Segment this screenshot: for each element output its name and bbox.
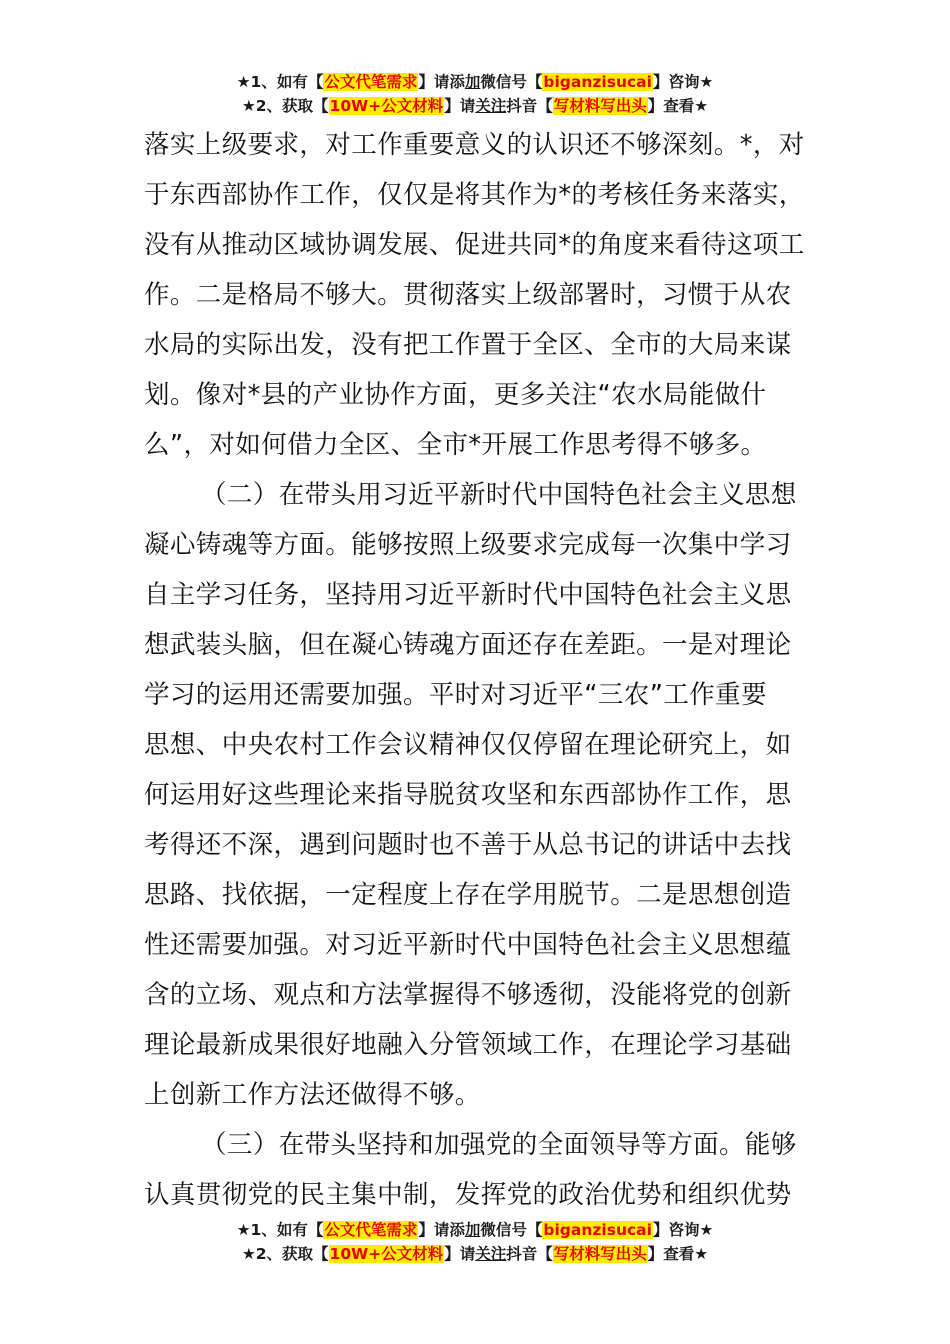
document-body	[144, 120, 808, 1220]
banner-highlight: 10W+公文材料	[329, 97, 444, 115]
text-line: 性还需要加强。对习近平新时代中国特色社会主义思想蕴	[144, 930, 792, 960]
text-line: 划。像对*县的产业协作方面，更多关注“农水局能做什	[144, 380, 767, 410]
paragraph-3	[144, 1120, 808, 1220]
text-line: （三）在带头坚持和加强党的全面领导等方面。能够	[201, 1130, 797, 1160]
text-line: 理论最新成果很好地融入分管领域工作，在理论学习基础	[144, 1030, 792, 1060]
text-line: 思路、找依据，一定程度上存在学用脱节。二是思想创造	[144, 880, 792, 910]
banner-text: 】咨询★	[652, 1221, 714, 1239]
footer-banner-line-1	[0, 1218, 950, 1242]
banner-text: ★1、如有【	[236, 1221, 324, 1239]
text-line: 想武装头脑，但在凝心铸魂方面还存在差距。一是对理论	[144, 630, 792, 660]
banner-emphasis: 加	[464, 73, 481, 91]
banner-text: 】请	[444, 97, 476, 115]
banner-text: 】查看★	[647, 1245, 709, 1263]
paragraph-2	[144, 470, 808, 1120]
text-line: 何运用好这些理论来指导脱贫攻坚和东西部协作工作，思	[144, 780, 792, 810]
banner-highlight: 公文代笔需求	[324, 73, 418, 91]
banner-text: 】咨询★	[652, 73, 714, 91]
banner-highlight: biganzisucai	[543, 1221, 652, 1239]
text-line: 没有从推动区域协调发展、促进共同*的角度来看待这项工	[144, 230, 805, 260]
banner-highlight: 写材料写出头	[553, 1245, 647, 1263]
header-banner-line-1	[0, 70, 950, 94]
banner-text: 抖音【	[506, 1245, 553, 1263]
text-line: 学习的运用还需要加强。平时对习近平“三农”工作重要	[144, 680, 767, 710]
banner-text: ★1、如有【	[236, 73, 324, 91]
text-line: 落实上级要求，对工作重要意义的认识还不够深刻。*，对	[144, 130, 805, 160]
footer-banner	[0, 1218, 950, 1266]
banner-text: 】查看★	[647, 97, 709, 115]
footer-banner-line-2	[0, 1242, 950, 1266]
text-line: （二）在带头用习近平新时代中国特色社会主义思想	[201, 480, 797, 510]
text-line: 认真贯彻党的民主集中制，发挥党的政治优势和组织优势	[144, 1180, 792, 1210]
banner-text: 】请添	[418, 1221, 465, 1239]
text-line: 作。二是格局不够大。贯彻落实上级部署时，习惯于从农	[144, 280, 792, 310]
text-line: 含的立场、观点和方法掌握得不够透彻，没能将党的创新	[144, 980, 792, 1010]
banner-text: ★2、获取【	[241, 1245, 329, 1263]
text-line: 水局的实际出发，没有把工作置于全区、全市的大局来谋	[144, 330, 792, 360]
text-line: 于东西部协作工作，仅仅是将其作为*的考核任务来落实，	[144, 180, 805, 210]
banner-highlight: 公文代笔需求	[324, 1221, 418, 1239]
text-line: 自主学习任务，坚持用习近平新时代中国特色社会主义思	[144, 580, 792, 610]
banner-text: ★2、获取【	[241, 97, 329, 115]
banner-text: 微信号【	[480, 1221, 543, 1239]
banner-highlight: 写材料写出头	[553, 97, 647, 115]
text-line: 考得还不深，遇到问题时也不善于从总书记的讲话中去找	[144, 830, 792, 860]
text-line: 凝心铸魂等方面。能够按照上级要求完成每一次集中学习	[144, 530, 792, 560]
text-line: 么”，对如何借力全区、全市*开展工作思考得不够多。	[144, 430, 767, 460]
header-banner-line-2	[0, 94, 950, 118]
banner-emphasis: 加	[464, 1221, 481, 1239]
text-line: 上创新工作方法还做得不够。	[144, 1080, 481, 1110]
banner-emphasis: 关注	[475, 97, 507, 115]
header-banner	[0, 70, 950, 118]
banner-highlight: biganzisucai	[543, 73, 652, 91]
banner-text: 】请	[444, 1245, 476, 1263]
banner-emphasis: 关注	[475, 1245, 507, 1263]
banner-highlight: 10W+公文材料	[329, 1245, 444, 1263]
text-line: 思想、中央农村工作会议精神仅仅停留在理论研究上，如	[144, 730, 792, 760]
paragraph-1	[144, 120, 808, 470]
banner-text: 】请添	[418, 73, 465, 91]
banner-text: 微信号【	[480, 73, 543, 91]
banner-text: 抖音【	[506, 97, 553, 115]
